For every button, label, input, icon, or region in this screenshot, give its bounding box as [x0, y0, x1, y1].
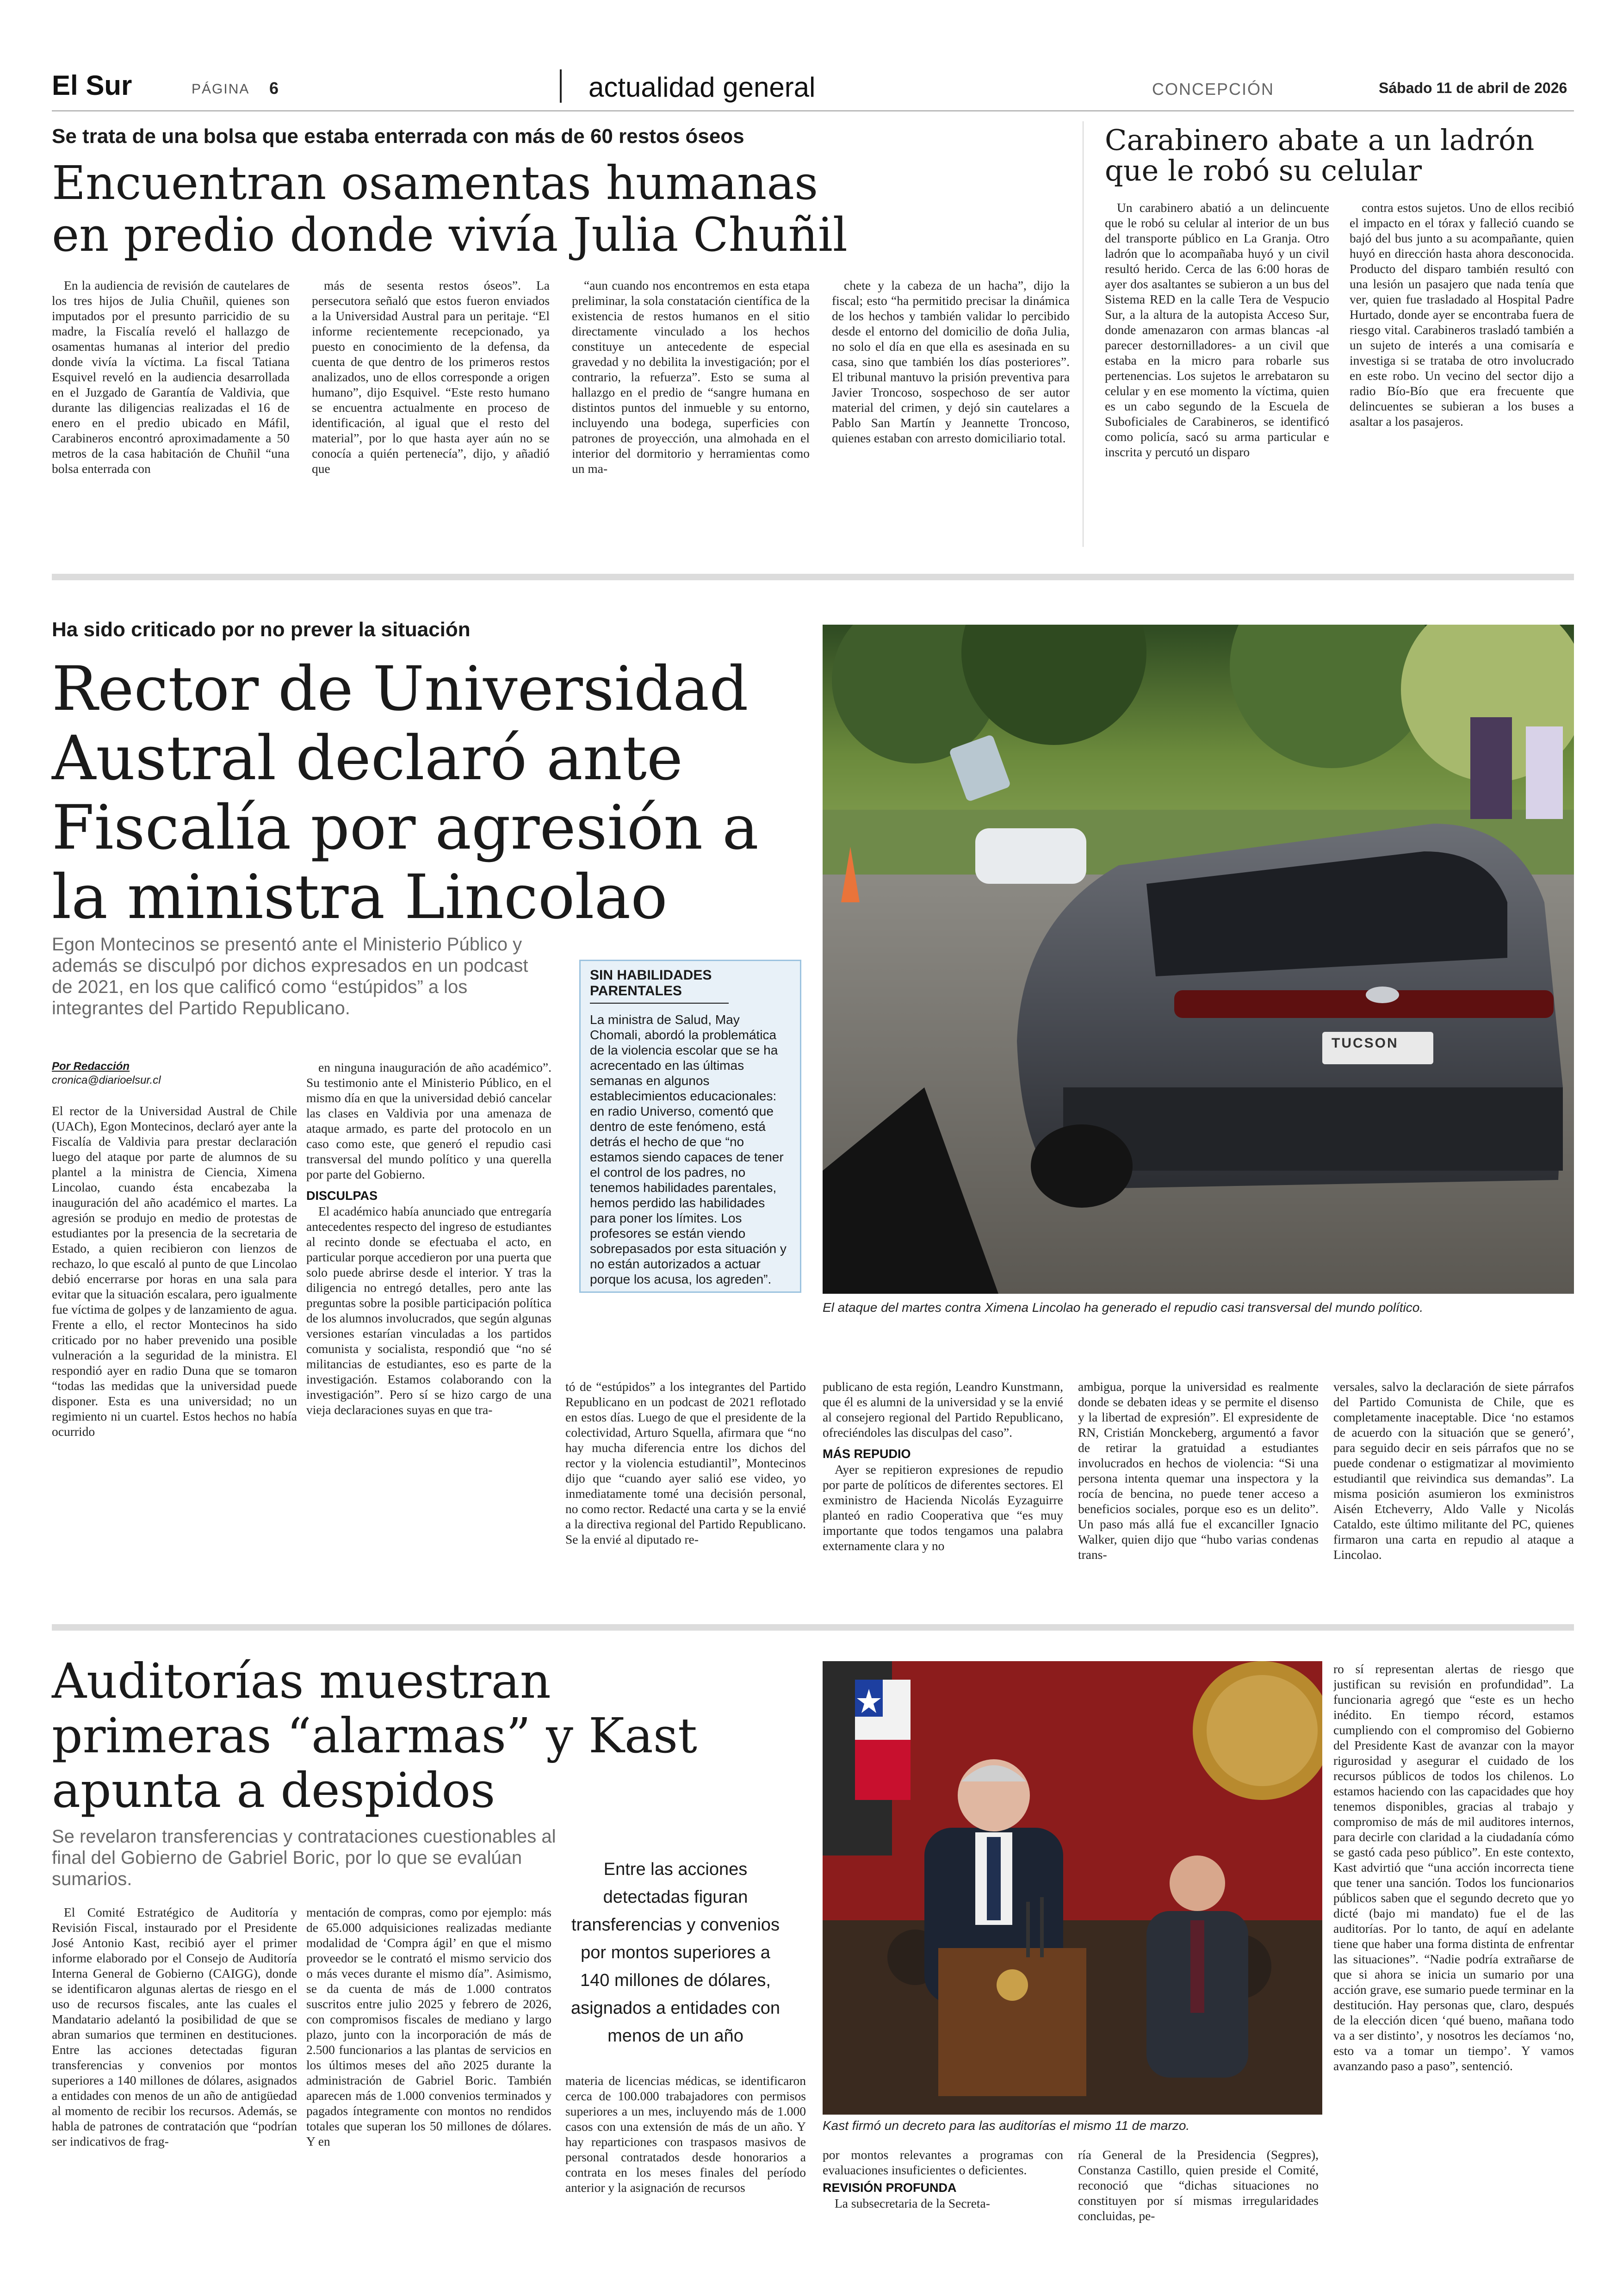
article4-col5 [1078, 2147, 1319, 2230]
article4-headline-line3: apunta a despidos [52, 1762, 496, 1818]
article1-column [572, 278, 810, 541]
article1-column [832, 278, 1070, 541]
subhead-disculpas: DISCULPAS [306, 1189, 378, 1203]
pullquote: Entre las acciones detectadas figuran transferencias y convenios por montos superiores a 140 millones de dólares, asignados a entidades con menos de un año [570, 1860, 781, 2046]
article3-col6-text: versales, salvo la declaración de siete párrafos del Partido Comunista de Chile, que es completamente inaceptable. Dice ‘no estamos de acuerdo con la situación que se generó’, para seguido decir en seis párrafos que no se puede condenar o estigmatizar al movimiento estudiantil que reivindica sus demandas”. La misma posición asumieron los exministros Aisén Etcheverry, Aldo Valle y Nicolás Cataldo, este último militante del PC, quienes firmaron una carta en repudio al ataque a Lincolao. [1333, 1379, 1574, 1562]
article3-col2 [306, 1060, 551, 1610]
article1-headline-line2: en predio donde vivía Julia Chuñil [52, 208, 848, 262]
article4-col3-text: materia de licencias médicas, se identificaron cerca de 100.000 trabajadores con permisos superiores a un mes, incluyendo más de 1.000 casos con una extensión de más de un año. Y hay reparticiones con traspasos masivos de personal contratados desde honorarios a contrata en los meses finales del período anterior y la asignación de recursos [565, 2073, 806, 2195]
article3-col5 [1078, 1379, 1319, 1610]
article2-headline-line1: Carabinero abate a un ladrón [1105, 123, 1535, 157]
photo1-caption: El ataque del martes contra Ximena Lincolao ha generado el repudio casi transversal del mundo político. [823, 1300, 1424, 1315]
page-label: PÁGINA [192, 81, 250, 97]
article1-kicker: Se trata de una bolsa que estaba enterrada con más de 60 restos óseos [52, 125, 744, 148]
article2-divider [1083, 121, 1084, 547]
article1-col1: En la audiencia de revisión de cautelares de los tres hijos de Julia Chuñil, quienes son imputados por el presunto parricidio de su madre, la Fiscalía reveló el hallazgo de osamentas humanas al interior del predio donde vivía la víctima. La fiscal Tatiana Esquivel reveló en la audiencia desarrollada en el Juzgado de Garantía de Valdivia, que durante las diligencias realizadas el 16 de enero en el predio ubicado en Máfil, Carabineros encontró aproximadamente a 50 metros de la casa habitación de Chuñil “una bolsa enterrada con [52, 278, 290, 476]
article3-col1-text: El rector de la Universidad Austral de Chile (UACh), Egon Montecinos, declaró ayer ante la Fiscalía de Valdivia para prestar declaración luego del ataque por parte de alumnos de su plantel a la ministra de Ciencia, Ximena Lincolao, cuando ésta encabezaba la inauguración del año académico el martes. La agresión se produjo en medio de protestas de estudiantes por la presencia de la secretaria de Estado, a quien recibieron con lienzos de rechazo, lo que escaló al punto de que Lincolao debió encerrarse por horas en una sala para evitar que la situación escalara, pero igualmente fue víctima de golpes y de lanzamiento de agua. Frente a ello, el rector Montecinos ha sido criticado por no haber prevenido una posible vulneración a la seguridad de la ministra. El respondió ayer en radio Duna que se tomaron “todas las medidas que la universidad puede disponer. Esta es una universidad; no un regimiento ni un cuartel. Estos hechos no había ocurrido [52, 1104, 297, 1439]
page-number: 6 [269, 79, 279, 98]
article4-col1-text: El Comité Estratégico de Auditoría y Revisión Fiscal, instaurado por el Presidente José Antonio Kast, recibió ayer el primer informe elaborado por el Consejo de Auditoría Interna General de Gobierno (CAIGG), donde se identificaron algunas alertas de riesgo en el uso de recursos fiscales, ante las cuales el Mandatario adelantó la posibilidad de que se abran sumarios que terminen en destituciones. Entre las acciones detectadas figuran transferencias y convenios por montos superiores a 140 millones de dólares, asignados a entidades con menos de un año de antigüedad al momento de recibir los recursos. Además, se habla de patrones de contratación que “podrían ser indicativos de frag- [52, 1905, 297, 2148]
article3-headline-line1: Rector de Universidad [52, 653, 749, 725]
article1-col3: “aun cuando nos encontremos en esta etapa preliminar, la sola constatación científica de la existencia de restos humanos en el sitio directamente vinculado a los hechos constituye un antecedente de especial gravedad y no debilita la investigación; por el contrario, la refuerza”. Esto se suma al hallazgo en el predio de “sangre humana en distintos puntos del inmueble y su entorno, incluyendo una bodega, superficies con patrones de proyección, una almohada en el interior del dormitorio y herramientas como un ma- [572, 278, 810, 476]
article4-col6 [1333, 1661, 1574, 2230]
article2-col1: Un carabinero abatió a un delincuente que le robó su celular al interior de un bus del transporte público en La Granja. Otro ladrón que lo acompañaba huyó y un civil resultó herido. Cerca de las 6:00 horas de ayer dos asaltantes se subieron a un bus del Sistema RED en la calle Tera de Vespucio Sur, a la altura de la autopista Acceso Sur, donde amenazaron con armas blancas -al parecer destornilladores- a un civil que estaba en la micro para robarle sus pertenencias. Los sujetos le arrebataron su celular y en ese momento la víctima, quien es un cabo segundo de la Escuela de Suboficiales de Carabineros, se identificó como policía, sacó su arma particular e inscrita y percutó un disparo [1105, 200, 1329, 459]
article4-col1 [52, 1905, 297, 2228]
photo2-caption: Kast firmó un decreto para las auditorías el mismo 11 de marzo. [823, 2118, 1190, 2133]
article2-column [1350, 200, 1574, 542]
subhead-mas-repudio: MÁS REPUDIO [823, 1447, 911, 1461]
article1-body [52, 278, 1070, 541]
article1-headline [52, 157, 848, 261]
section-rule-1 [52, 574, 1574, 580]
article1-column [52, 278, 290, 541]
byline-email[interactable]: cronica@diarioelsur.cl [52, 1074, 161, 1086]
article2-column [1105, 200, 1329, 542]
section-name: actualidad general [588, 72, 816, 103]
article4-deck: Se revelaron transferencias y contrataciones cuestionables al final del Gobierno de Gabriel Boric, por lo que se evalúan sumarios. [52, 1826, 556, 1889]
article3-col4b-text: Ayer se repitieron expresiones de repudio por parte de políticos de diferentes sectores. El exministro de Hacienda Nicolás Eyzaguirre planteó en radio Cooperativa que “es muy importante que todos tengamos una palabra externamente clara y no [823, 1462, 1063, 1553]
article3-headline-line4: la ministra Lincolao [52, 862, 668, 933]
article1-col4: chete y la cabeza de un hacha”, dijo la fiscal; esto “ha permitido precisar la dinámica de los hechos y también validar lo percibido desde el entorno del domicilio de doña Julia, no solo el día en que ella es asesinada en su casa, sino que también los días posteriores”. El tribunal mantuvo la prisión preventiva para Javier Troncoso, sospechoso de ser autor material del crimen, y dejó sin cautelares a Pablo San Martín y Jeannette Troncoso, quienes estaban con arresto domiciliario total. [832, 278, 1070, 445]
article1-col2: más de sesenta restos óseos”. La persecutora señaló que estos fueron enviados a la Universidad Austral para un peritaje. “El informe recientemente recepcionado, ya puesto en conocimiento de la defensa, da cuenta de que dentro de los primeros restos analizados, uno de ellos corresponde a origen humano”, dijo Esquivel. “Este resto humano se encuentra actualmente en proceso de identificación, al igual que el resto del material”, por lo que hasta ayer aún no se conocía a quién pertenecía”, dijo, y añadió que [312, 278, 550, 476]
article4-headline-line1: Auditorías muestran [52, 1653, 551, 1709]
article4-col6-text: ro sí representan alertas de riesgo que justifican su revisión en profundidad”. La funcionaria agregó que “este es un hecho inédito. En tiempo récord, estamos cumpliendo con el compromiso del Gobierno del Presidente Kast de avanzar con la mayor rigurosidad y asegurar el cuidado de los recursos públicos de todos los chilenos. Lo estamos haciendo con las capacidades que hoy tenemos disponibles, gracias al trabajo y compromiso de más de mil auditores internos, para decirle con claridad a la ciudadanía cómo se gastó cada peso público”. En este contexto, Kast advirtió que “una acción incorrecta tiene que tener una sanción. Todos los funcionarios públicos saben que el segundo decreto que yo dicté (bajo mi mandato) fue el de las auditorías. Por lo tanto, de aquí en adelante tiene que haber una forma distinta de enfrentar las situaciones”. “Nadie podría extrañarse de que si ahora se inicia un sumario por una acción grave, ese sumario puede terminar en la destitución. Hay personas que, claro, después de la elección dicen ‘qué bueno, mañana todo va a ser distinto’, y nosotros les decíamos ‘no, esto va a tomar un tiempo’. Y vamos avanzando paso a paso”, sentenció. [1333, 1662, 1574, 2073]
article4-headline-line2: primeras “alarmas” y Kast [52, 1707, 697, 1764]
date: Sábado 11 de abril de 2026 [1379, 80, 1567, 96]
article4-col3 [565, 2073, 806, 2230]
article4-col4 [823, 2147, 1063, 2230]
article4-col4b-text: La subsecretaria de la Secreta- [835, 2196, 990, 2210]
section-rule-2 [52, 1624, 1574, 1631]
masthead [52, 69, 1574, 109]
article3-headline-line3: Fiscalía por agresión a [52, 792, 759, 863]
article2-body [1105, 200, 1574, 542]
article3-col4 [823, 1379, 1063, 1610]
article2-headline-line2: que le robó su celular [1105, 154, 1422, 187]
car-model-badge: TUCSON [1332, 1036, 1399, 1051]
paper-name: El Sur [52, 70, 132, 101]
car-scene-illustration [823, 625, 1574, 1294]
article1-headline-line1: Encuentran osamentas humanas [52, 156, 818, 210]
sidebar-box-text: La ministra de Salud, May Chomali, abordó la problemática de la violencia escolar que se ha acrecentado en las últimas semanas en algunos establecimientos educacionales: en radio Universo, comentó que dentro de este fenómeno, está detrás el hecho de que “no estamos siendo capaces de tener el control de los padres, no tenemos habilidades parentales, hemos perdido las habilidades para poner los límites. Los profesores se están viendo sobrepasados por esta situación y no están autorizados a actuar porque los acusa, los agreden”. [590, 1012, 787, 1286]
article3-kicker: Ha sido criticado por no prever la situación [52, 618, 471, 641]
photo-car-attack [823, 625, 1574, 1294]
city: CONCEPCIÓN [1152, 80, 1275, 99]
subhead-revision-profunda: REVISIÓN PROFUNDA [823, 2181, 957, 2195]
article3-col3 [565, 1379, 806, 1610]
podium-illustration [823, 1661, 1322, 2115]
article4-headline [52, 1654, 697, 1818]
sidebar-box [579, 960, 801, 1293]
article3-col4a-text: publicano de esta región, Leandro Kunstmann, que él es alumni de la universidad y se la envié al consejero regional del Partido Republicano, ofreciéndoles las disculpas del caso”. [823, 1379, 1063, 1440]
article2-headline [1105, 125, 1534, 186]
article3-deck: Egon Montecinos se presentó ante el Ministerio Público y además se disculpó por dichos expresados en un podcast de 2021, en los que calificó como “estúpidos” a los integrantes del Partido Republicano. [52, 934, 528, 1018]
article4-col4a-text: por montos relevantes a programas con evaluaciones insuficientes o deficientes. [823, 2147, 1063, 2177]
article1-column [312, 278, 550, 541]
article4-col2-text: mentación de compras, como por ejemplo: más de 65.000 adquisiciones realizadas mediante modalidad de ‘Compra ágil’ en que el mismo proveedor se le contrató el mismo servicio dos o más veces durante el mismo día”. Asimismo, se da cuenta de más de 1.000 contratos suscritos entre julio 2025 y febrero de 2026, con compromisos fiscales de mediano y largo plazo, junto con la incorporación de más de 2.500 funcionarios a las plantas de servicios en los últimos meses del año 2025 durante la administración de Gabriel Boric. También aparecen más de 1.000 convenios terminados y pagados íntegramente con montos no rendidos totales que superan los 50 millones de dólares. Y en [306, 1905, 551, 2148]
article2-col2: contra estos sujetos. Uno de ellos recibió el impacto en el tórax y falleció cuando se bajó del bus junto a su acompañante, quien huyó en dirección hasta ahora desconocida. Producto del disparo también resultó con una lesión un pasajero que nada tenía que ver, quien fue trasladado al Hospital Padre Hurtado, donde ayer se encontraba fuera de riesgo vital. Carabineros trasladó también a un sujeto de interés a una comisaría e investiga si se trataba de otro involucrado en este robo. Un vecino del sector dijo a radio Bío-Bío que era frecuente que delincuentes se subieran a los buses a asaltar a los pasajeros. [1350, 200, 1574, 428]
header-rule [52, 110, 1574, 112]
byline-author: Por Redacción [52, 1060, 130, 1073]
sidebar-box-title: SIN HABILIDADES PARENTALES [590, 968, 729, 1004]
article3-headline [52, 654, 759, 932]
article4-col5-text: ría General de la Presidencia (Segpres), Constanza Castillo, quien preside el Comité, reconoció que “dichas situaciones no constituyen por sí mismas irregularidades concluidas, pe- [1078, 2147, 1319, 2223]
header-divider [560, 69, 562, 103]
photo-kast-podium [823, 1661, 1322, 2115]
article3-col5-text: ambigua, porque la universidad es realmente donde se debaten ideas y se permite el disenso y la libertad de expresión”. El expresidente de RN, Cristián Monckeberg, argumentó a favor de retirar la gratuidad a estudiantes involucrados en hechos de violencia: “Si una persona intenta quemar una inspectora y la rocía de bencina, no puede tener acceso a beneficios sociales, porque eso es un delito”. Un paso más allá fue el excanciller Ignacio Walker, quien dijo que “hubo varias condenas trans- [1078, 1379, 1319, 1562]
article4-col2 [306, 1905, 551, 2228]
article3-col1 [52, 1103, 297, 1607]
article3-col2b-text: El académico había anunciado que entregaría antecedentes respecto del ingreso de estudiantes al recinto donde se efectuaba el acto, en particular porque accedieron por una puerta que solo puede abrirse desde el interior. Y tras la diligencia no entregó detalles, pero ante las preguntas sobre la posible participación política de los alumnos involucrados, que según algunas versiones estarían vinculadas a los partidos comunista y socialista, respondió que “no sé militancias de estudiantes, eso es parte de la investigación. Estamos colaborando con la investigación”. Pero sí se hizo cargo de una vieja declaraciones suyas en que tra- [306, 1204, 551, 1417]
article3-col6 [1333, 1379, 1574, 1610]
article3-byline [52, 1060, 161, 1087]
article3-col2a-text: en ninguna inauguración de año académico”. Su testimonio ante el Ministerio Público, en el mismo día en que la universidad debió cancelar las clases en Valdivia por una amenaza de ataque armado, es parte del protocolo en un caso como este, que generó el repudio casi transversal del mundo político y una querella por parte del Gobierno. [306, 1060, 551, 1181]
article3-col3-text: tó de “estúpidos” a los integrantes del Partido Republicano en un podcast de 2021 reflotado en estos días. Luego de que el presidente de la colectividad, Arturo Squella, afirmara que “no hay mucha diferencia entre los dichos del rector y la violencia estudiantil”, Montecinos dijo que “cuando ayer salió ese video, yo inmediatamente tomé una decisión personal, no como rector. Redacté una carta y se la envié a la directiva regional del Partido Republicano. Se la envié al diputado re- [565, 1379, 806, 1546]
article3-headline-line2: Austral declaró ante [52, 723, 683, 794]
